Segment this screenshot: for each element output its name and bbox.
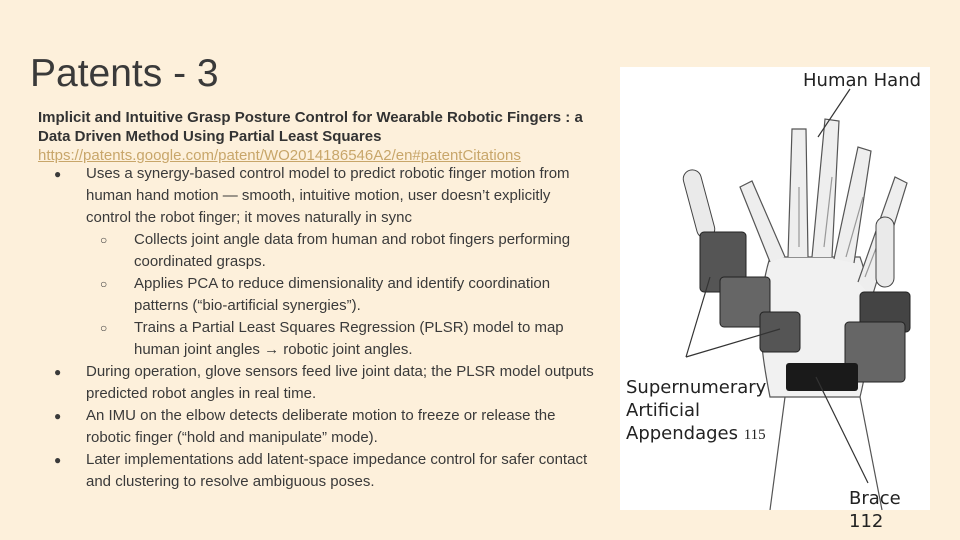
- bullet-text: Applies PCA to reduce dimensionality and identify coordination patterns (“bio-artificial synergies”).: [134, 275, 551, 314]
- label-brace: Brace 112: [849, 488, 901, 532]
- patent-figure: [620, 67, 930, 532]
- patent-link[interactable]: https://patents.google.com/patent/WO2014186546A2/en#patentCitations: [38, 147, 521, 164]
- sub-bullet-item: [38, 273, 598, 317]
- bullet-text: Trains a Partial Least Squares Regression (PLSR) model to map human joint angles → robotic joint angles.: [134, 319, 564, 358]
- bullet-marker: ●: [54, 365, 62, 379]
- patent-title: Implicit and Intuitive Grasp Posture Control for Wearable Robotic Fingers : a Data Driven Method Using Partial Least Squares: [38, 109, 583, 145]
- label-appendages: [626, 376, 766, 447]
- bullet-text: Uses a synergy-based control model to predict robotic finger motion from human hand motion — smooth, intuitive motion, user doesn’t explicitly control the robot finger; it moves naturally in sync: [86, 165, 570, 226]
- label-text: Appendages: [626, 423, 738, 444]
- sub-bullet-item: [38, 317, 598, 361]
- finger-outline: [834, 147, 871, 263]
- slide-title: Patents - 3: [30, 52, 219, 95]
- label-line: Supernumerary: [626, 377, 767, 398]
- bullet-marker: ○: [100, 321, 108, 335]
- label-human-hand: Human Hand: [803, 70, 922, 91]
- bullet-item: [38, 449, 598, 493]
- finger-outline: [740, 181, 785, 262]
- sub-bullet-item: [38, 229, 598, 273]
- brace-band: [786, 363, 858, 391]
- bullet-item: [38, 361, 598, 405]
- bullet-text: Later implementations add latent-space impedance control for safer contact and clustering to resolve ambiguous poses.: [86, 451, 588, 490]
- label-line: [626, 422, 766, 447]
- bullet-item: [38, 405, 598, 449]
- bullet-marker: ●: [54, 167, 62, 181]
- bullet-text: An IMU on the elbow detects deliberate motion to freeze or release the robotic finger (“hold and manipulate” mode).: [86, 407, 556, 446]
- bullet-list: [38, 163, 598, 493]
- bullet-marker: ○: [100, 233, 108, 247]
- bullet-marker: ●: [54, 409, 62, 423]
- bullet-text: Collects joint angle data from human and robot fingers performing coordinated grasps.: [134, 231, 571, 270]
- bullet-item: [38, 163, 598, 229]
- label-line: Artificial: [626, 400, 701, 421]
- bullet-marker: ○: [100, 277, 108, 291]
- reference-number: 115: [743, 427, 766, 443]
- bullet-marker: ●: [54, 453, 62, 467]
- finger-outline: [788, 129, 808, 257]
- bullet-text: During operation, glove sensors feed live joint data; the PLSR model outputs predicted robot angles in real time.: [86, 363, 594, 402]
